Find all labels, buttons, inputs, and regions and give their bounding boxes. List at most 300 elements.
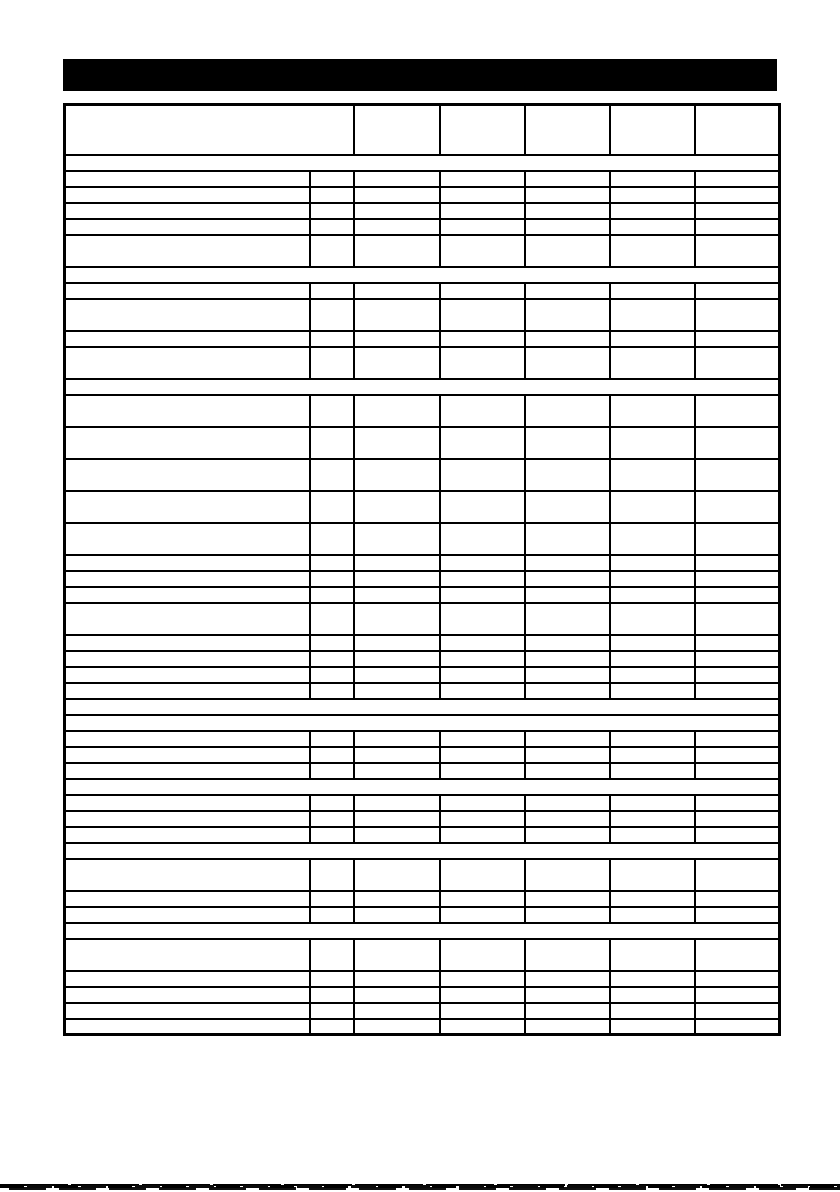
item-value-cell [610,203,695,219]
item-value-cell [695,987,780,1003]
item-value-cell [440,203,525,219]
item-value-cell [695,1003,780,1019]
item-label-cell [65,1003,310,1019]
item-value-cell [354,651,440,667]
item-check-cell [310,827,354,843]
item-label-cell [65,971,310,987]
item-value-cell [354,331,440,347]
item-label-cell [65,891,310,907]
item-value-cell [354,795,440,811]
item-value-cell [610,395,695,427]
item-value-cell [695,907,780,923]
item-value-cell [440,971,525,987]
item-value-cell [695,491,780,523]
item-value-cell [610,795,695,811]
item-value-cell [354,891,440,907]
item-value-cell [695,395,780,427]
item-value-cell [525,971,610,987]
item-row [65,1003,780,1019]
item-check-cell [310,891,354,907]
header-data-cell [525,105,610,155]
item-value-cell [525,987,610,1003]
item-value-cell [354,555,440,571]
item-label-cell [65,171,310,187]
item-value-cell [610,587,695,603]
item-row [65,827,780,843]
item-check-cell [310,907,354,923]
item-row [65,907,780,923]
item-check-cell [310,523,354,555]
item-value-cell [610,939,695,971]
item-row [65,763,780,779]
item-check-cell [310,763,354,779]
form-table [63,103,781,1036]
item-value-cell [525,795,610,811]
item-check-cell [310,235,354,267]
item-value-cell [610,299,695,331]
item-value-cell [440,587,525,603]
item-value-cell [354,203,440,219]
item-value-cell [354,571,440,587]
item-value-cell [354,299,440,331]
item-check-cell [310,331,354,347]
item-value-cell [440,731,525,747]
item-value-cell [610,987,695,1003]
item-label-cell [65,811,310,827]
section-label-cell [65,923,780,939]
item-value-cell [525,331,610,347]
item-value-cell [525,859,610,891]
item-value-cell [440,571,525,587]
item-value-cell [440,747,525,763]
item-value-cell [610,491,695,523]
item-row [65,667,780,683]
item-row [65,395,780,427]
item-value-cell [525,891,610,907]
header-data-cell [354,105,440,155]
item-value-cell [610,283,695,299]
form-table-body [65,105,780,1035]
header-row [65,105,780,155]
item-check-cell [310,491,354,523]
item-value-cell [695,827,780,843]
item-row [65,427,780,459]
item-value-cell [354,667,440,683]
item-label-cell [65,747,310,763]
item-row [65,331,780,347]
item-value-cell [354,427,440,459]
item-label-cell [65,939,310,971]
item-label-cell [65,731,310,747]
item-value-cell [695,299,780,331]
item-value-cell [610,555,695,571]
item-value-cell [440,811,525,827]
item-row [65,1019,780,1035]
item-check-cell [310,939,354,971]
item-value-cell [440,859,525,891]
item-row [65,683,780,699]
item-row [65,219,780,235]
item-label-cell [65,219,310,235]
item-row [65,939,780,971]
item-row [65,347,780,379]
item-value-cell [695,283,780,299]
item-value-cell [354,987,440,1003]
section-label-cell [65,379,780,395]
item-value-cell [440,907,525,923]
scan-edge-artifact [0,1183,840,1191]
item-value-cell [695,187,780,203]
item-label-cell [65,635,310,651]
item-value-cell [610,827,695,843]
item-value-cell [525,219,610,235]
item-check-cell [310,427,354,459]
item-value-cell [525,235,610,267]
item-value-cell [354,635,440,651]
item-label-cell [65,651,310,667]
item-label-cell [65,795,310,811]
item-label-cell [65,1019,310,1035]
item-check-cell [310,795,354,811]
item-value-cell [525,1003,610,1019]
item-check-cell [310,459,354,491]
item-value-cell [695,555,780,571]
item-label-cell [65,299,310,331]
item-value-cell [525,603,610,635]
item-value-cell [354,459,440,491]
item-label-cell [65,347,310,379]
item-value-cell [354,859,440,891]
item-value-cell [440,667,525,683]
item-label-cell [65,555,310,571]
item-check-cell [310,1019,354,1035]
item-value-cell [610,667,695,683]
item-row [65,235,780,267]
item-label-cell [65,491,310,523]
item-check-cell [310,635,354,651]
item-row [65,523,780,555]
item-value-cell [354,683,440,699]
item-row [65,171,780,187]
item-value-cell [354,283,440,299]
item-label-cell [65,203,310,219]
item-check-cell [310,859,354,891]
item-value-cell [695,731,780,747]
item-label-cell [65,763,310,779]
item-value-cell [525,667,610,683]
item-value-cell [610,459,695,491]
item-check-cell [310,203,354,219]
item-value-cell [354,763,440,779]
item-value-cell [354,523,440,555]
item-value-cell [610,1003,695,1019]
item-value-cell [440,171,525,187]
item-value-cell [695,635,780,651]
item-value-cell [695,891,780,907]
item-value-cell [440,427,525,459]
item-label-cell [65,667,310,683]
item-value-cell [525,1019,610,1035]
item-value-cell [525,731,610,747]
item-value-cell [525,395,610,427]
item-value-cell [695,859,780,891]
item-value-cell [354,171,440,187]
item-value-cell [525,299,610,331]
item-check-cell [310,603,354,635]
item-label-cell [65,427,310,459]
item-value-cell [695,763,780,779]
item-value-cell [354,235,440,267]
item-value-cell [695,939,780,971]
section-divider-row [65,267,780,283]
item-value-cell [354,1019,440,1035]
item-check-cell [310,651,354,667]
item-label-cell [65,683,310,699]
item-value-cell [610,907,695,923]
item-value-cell [695,571,780,587]
item-value-cell [695,203,780,219]
item-value-cell [610,171,695,187]
item-value-cell [610,683,695,699]
item-value-cell [695,651,780,667]
item-value-cell [610,763,695,779]
item-row [65,987,780,1003]
item-value-cell [695,667,780,683]
item-value-cell [354,187,440,203]
item-label-cell [65,523,310,555]
item-value-cell [610,523,695,555]
item-value-cell [610,427,695,459]
section-label-cell [65,715,780,731]
item-label-cell [65,235,310,267]
item-row [65,603,780,635]
header-data-cell [695,105,780,155]
item-value-cell [525,491,610,523]
item-value-cell [440,395,525,427]
section-divider-row [65,699,780,715]
item-value-cell [695,347,780,379]
item-check-cell [310,219,354,235]
item-value-cell [440,299,525,331]
item-value-cell [525,939,610,971]
item-value-cell [610,971,695,987]
item-row [65,795,780,811]
section-label-cell [65,155,780,171]
item-value-cell [610,603,695,635]
item-value-cell [440,283,525,299]
item-value-cell [695,523,780,555]
item-value-cell [695,683,780,699]
section-divider-row [65,715,780,731]
item-value-cell [610,187,695,203]
item-value-cell [354,395,440,427]
item-check-cell [310,731,354,747]
item-value-cell [354,811,440,827]
item-row [65,971,780,987]
section-divider-row [65,923,780,939]
item-value-cell [440,187,525,203]
item-row [65,459,780,491]
item-value-cell [525,203,610,219]
item-value-cell [695,795,780,811]
item-value-cell [440,939,525,971]
item-value-cell [354,587,440,603]
item-value-cell [695,219,780,235]
item-value-cell [525,571,610,587]
item-value-cell [440,459,525,491]
item-value-cell [525,283,610,299]
header-data-cell [610,105,695,155]
header-data-cell [440,105,525,155]
item-value-cell [354,219,440,235]
item-value-cell [695,587,780,603]
item-value-cell [440,635,525,651]
item-value-cell [354,747,440,763]
item-value-cell [610,635,695,651]
item-value-cell [440,891,525,907]
item-value-cell [525,523,610,555]
item-value-cell [695,427,780,459]
item-value-cell [525,747,610,763]
item-value-cell [525,187,610,203]
item-row [65,859,780,891]
section-label-cell [65,699,780,715]
item-value-cell [610,1019,695,1035]
item-value-cell [440,219,525,235]
item-value-cell [610,859,695,891]
item-label-cell [65,603,310,635]
item-row [65,491,780,523]
item-check-cell [310,283,354,299]
item-label-cell [65,571,310,587]
item-row [65,747,780,763]
section-divider-row [65,779,780,795]
item-value-cell [695,971,780,987]
item-check-cell [310,347,354,379]
item-row [65,571,780,587]
item-value-cell [354,939,440,971]
item-value-cell [695,811,780,827]
item-check-cell [310,587,354,603]
item-row [65,811,780,827]
item-label-cell [65,459,310,491]
item-label-cell [65,395,310,427]
item-check-cell [310,811,354,827]
item-row [65,203,780,219]
item-check-cell [310,555,354,571]
item-value-cell [525,171,610,187]
item-value-cell [610,235,695,267]
item-label-cell [65,283,310,299]
item-value-cell [440,603,525,635]
item-row [65,587,780,603]
item-value-cell [354,827,440,843]
item-value-cell [440,491,525,523]
item-value-cell [695,747,780,763]
section-divider-row [65,379,780,395]
item-value-cell [525,763,610,779]
section-divider-row [65,155,780,171]
item-value-cell [354,971,440,987]
item-value-cell [440,1003,525,1019]
item-check-cell [310,747,354,763]
item-value-cell [525,347,610,379]
item-value-cell [525,555,610,571]
item-row [65,187,780,203]
item-value-cell [440,523,525,555]
item-value-cell [525,827,610,843]
item-value-cell [440,683,525,699]
section-label-cell [65,779,780,795]
item-value-cell [354,347,440,379]
item-label-cell [65,187,310,203]
item-value-cell [440,795,525,811]
item-value-cell [610,891,695,907]
section-divider-row [65,843,780,859]
item-check-cell [310,971,354,987]
item-value-cell [525,651,610,667]
item-check-cell [310,1003,354,1019]
item-value-cell [440,651,525,667]
item-value-cell [695,1019,780,1035]
item-row [65,283,780,299]
item-value-cell [695,603,780,635]
item-check-cell [310,667,354,683]
item-value-cell [695,171,780,187]
item-label-cell [65,331,310,347]
item-row [65,555,780,571]
item-label-cell [65,859,310,891]
item-value-cell [440,987,525,1003]
item-row [65,299,780,331]
item-label-cell [65,587,310,603]
item-value-cell [440,331,525,347]
item-value-cell [610,811,695,827]
item-value-cell [610,747,695,763]
header-label-cell [65,105,354,155]
item-check-cell [310,571,354,587]
item-value-cell [695,235,780,267]
item-check-cell [310,683,354,699]
item-value-cell [695,459,780,491]
item-check-cell [310,171,354,187]
item-value-cell [695,331,780,347]
item-row [65,651,780,667]
item-label-cell [65,827,310,843]
section-label-cell [65,267,780,283]
item-value-cell [525,907,610,923]
item-value-cell [610,651,695,667]
item-row [65,731,780,747]
item-value-cell [525,427,610,459]
item-row [65,891,780,907]
item-label-cell [65,987,310,1003]
item-value-cell [525,587,610,603]
item-value-cell [525,635,610,651]
item-value-cell [525,811,610,827]
item-value-cell [525,459,610,491]
item-check-cell [310,187,354,203]
section-label-cell [65,843,780,859]
item-value-cell [440,1019,525,1035]
item-value-cell [354,491,440,523]
item-value-cell [440,827,525,843]
item-value-cell [610,571,695,587]
item-value-cell [354,603,440,635]
item-value-cell [354,907,440,923]
item-label-cell [65,907,310,923]
item-value-cell [354,1003,440,1019]
